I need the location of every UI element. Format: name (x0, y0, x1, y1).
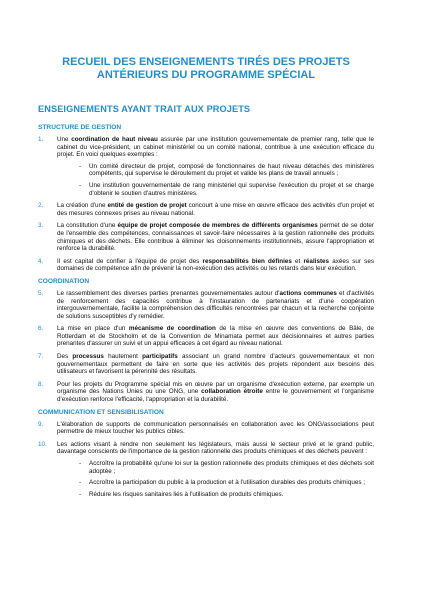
item-number: 1. (38, 136, 44, 143)
item-number: 3. (38, 222, 44, 230)
sub-list-text: Un comité directeur de projet, composé de fonctionnaires de haut niveau détachés des ministères compétents, qui supervise le déroulement du projet et valide les plans de travail annuels ; (89, 162, 374, 178)
section-heading: ENSEIGNEMENTS AYANT TRAIT AUX PROJETS (38, 104, 251, 114)
list-item (38, 222, 374, 252)
sub-list-text: Réduire les risques sanitaires liés à l'utilisation de produits chimiques. (89, 490, 284, 498)
numbered-list (38, 421, 374, 499)
list-item (38, 290, 374, 320)
item-text: concourt à une mise en œuvre efficace des activités d'un projet et des mesures connexes prises au niveau national. (57, 202, 374, 217)
item-text: Il est capital de confier à l'équipe de projet des (57, 257, 203, 265)
document-title-line-1: RECUEIL DES ENSEIGNEMENTS TIRÉS DES PROJETS (62, 56, 350, 68)
sub-list-text: Accroître la probabilité qu'une loi sur la gestion rationnelle des produits chimiques et des déchets soit adoptée ; (89, 460, 374, 475)
item-text: La mise en place d'un (57, 325, 129, 333)
dash-bullet: - (79, 490, 82, 498)
sub-list-item (79, 460, 374, 475)
item-emphasis: collaboration étroite (201, 388, 263, 396)
sub-list-text: Accroître la participation du public à la production et à l'utilisation durables des produits chimiques ; (89, 479, 365, 487)
item-emphasis: équipe de projet composée de membres de différents organismes (117, 222, 318, 230)
item-emphasis: entité de gestion de projet (107, 202, 187, 210)
item-emphasis: coordination de haut niveau (71, 136, 158, 143)
dash-bullet: - (79, 479, 82, 487)
document-title-line-2: ANTÉRIEURS DU PROGRAMME SPÉCIAL (96, 69, 316, 81)
item-emphasis: mécanisme de coordination (128, 325, 216, 333)
dash-bullet: - (79, 181, 82, 189)
sub-list-item (79, 163, 374, 178)
item-emphasis: participatifs (142, 353, 178, 361)
item-emphasis: responsabilités bien définies (202, 257, 292, 265)
list-item (38, 202, 374, 217)
list-item (38, 421, 374, 436)
item-number: 2. (38, 202, 44, 210)
item-text: assurée par une institution gouvernementale de premier rang, telle que le cabinet du vice-président, un cabinet ministériel ou un comité national, contribue à une exécution efficace du projet. En voici quelques exemples : (57, 136, 374, 159)
list-item (38, 325, 374, 348)
item-number: 4. (38, 257, 44, 265)
dash-bullet: - (79, 460, 82, 467)
item-emphasis: processus (72, 353, 104, 361)
list-item (38, 353, 374, 376)
item-number: 9. (38, 420, 44, 428)
item-number: 8. (38, 380, 44, 388)
sub-list-item (79, 491, 374, 499)
item-number: 7. (38, 353, 44, 361)
list-item (38, 258, 374, 273)
numbered-list (38, 136, 374, 273)
subsection-heading: STRUCTURE DE GESTION (38, 124, 122, 131)
item-text: et d'activités de renforcement des capacités contribue à l'instauration de partenariats et d'une coopération intergouvernementale, facilite la compréhension des difficultés rencontrées par chacun et la recherche conjointe de solutions susceptibles d'y remédier. (57, 289, 375, 320)
sub-list-item (79, 182, 374, 197)
subsection-heading: COMMUNICATION ET SENSIBILISATION (38, 408, 164, 416)
item-text: associant un grand nombre d'acteurs gouvernementaux et non gouvernementaux permettent de faire en sorte que les activités des projets répondent aux besoins des utilisateurs et favorisent la pérennité des résultats. (57, 353, 374, 376)
item-text: Des (57, 353, 73, 361)
item-text: La constitution d'une (57, 222, 118, 230)
item-number: 5. (38, 289, 44, 297)
item-text: L'élaboration de supports de communication personnalisés en collaboration avec les ONG/associations peut permettre de mieux toucher les publics cibles. (57, 420, 374, 436)
item-text: Les actions visant à rendre non seulement les législateurs, mais aussi le secteur privé et le grand public, davantage conscients de l'importance de la gestion rationnelle des produits chimiques et des déchets peuvent : (57, 440, 374, 456)
list-item (38, 381, 374, 404)
item-text: de la mise en œuvre des conventions de Bâle, de Rotterdam et de Stockholm et de la Convention de Minamata permet aux décisionnaires et autres parties prenantes d'assurer un suivi et un appui efficaces à cet égard au niveau national. (57, 325, 375, 348)
item-text: Le rassemblement des diverses parties prenantes gouvernementales autour d' (57, 289, 280, 297)
subsection-heading: COORDINATION (38, 277, 90, 285)
item-text: Une (57, 136, 72, 143)
item-number: 6. (38, 325, 44, 333)
sub-list (79, 163, 374, 197)
item-number: 10. (38, 440, 47, 448)
item-text: Pour les projets du Programme spécial mis en œuvre par un organisme d'exécution externe, par exemple un organisme des Nations Unies ou une ONG, une (57, 380, 374, 396)
sub-list-text: Une institution gouvernementale de rang ministériel qui supervise l'exécution du projet et se charge d'obtenir le soutien d'autres ministères. (89, 181, 374, 197)
item-text: axées sur ses domaines de compétence afin de prévenir la non-exécution des activités ou les retards dans leur exécution. (57, 257, 374, 273)
document-title (38, 56, 374, 82)
item-emphasis: réalistes (303, 257, 330, 265)
sections-container (38, 124, 374, 498)
list-item (38, 136, 374, 197)
item-text: permet de se doter de l'ensemble des compétences, connaissances et savoir-faire nécessaires à la gestion rationnelle des produits chimiques et des déchets. Elle contribue à éliminer les cloisonnements institutionnels, assure l'appropriation et renforce la durabilité. (57, 222, 374, 253)
item-text: et (291, 257, 304, 265)
dash-bullet: - (79, 162, 82, 170)
sub-list (79, 460, 374, 498)
list-item (38, 441, 374, 499)
item-text: hautement (103, 353, 143, 361)
item-emphasis: actions communes (279, 289, 337, 297)
numbered-list (38, 290, 374, 404)
item-text: La création d'une (57, 202, 108, 210)
item-text: entre le gouvernement et l'organisme d'exécution renforce l'efficacité, l'appropriation et la durabilité. (57, 388, 375, 404)
sub-list-item (79, 479, 374, 487)
